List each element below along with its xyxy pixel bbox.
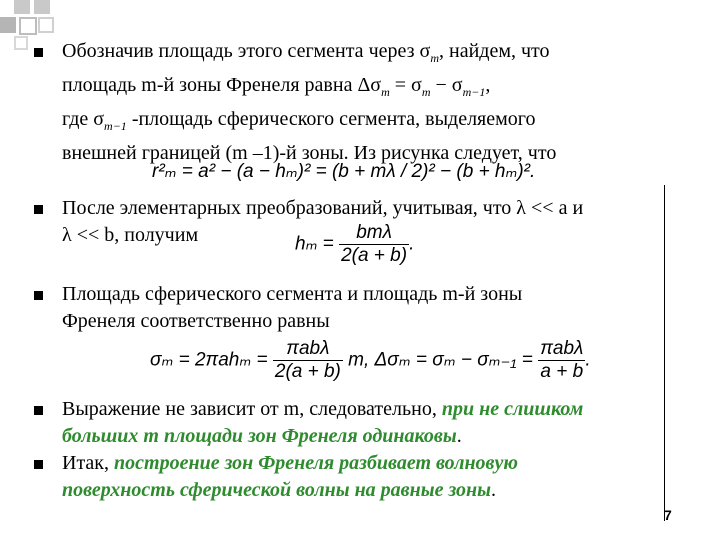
page-number: 7	[664, 507, 672, 523]
bullet-4-text	[62, 396, 702, 450]
deco-square	[14, 0, 30, 14]
bullet-1-text	[62, 38, 702, 167]
bullet-3-line-2: Френеля соответственно равны	[62, 310, 330, 332]
deco-square	[38, 17, 54, 33]
bullet-5-line-1: Итак, построение зон Френеля разбивает волновую	[62, 452, 518, 474]
bullet-2-line-1: После элементарных преобразований, учитывая, что λ << a и	[62, 197, 584, 219]
formula-segment-height: hₘ = $\frac{\text{bmλ}}{2(a + b)}$ .	[295, 222, 415, 266]
deco-square	[14, 36, 28, 50]
bullet-1-marker	[34, 48, 43, 57]
bullet-5-marker	[34, 460, 43, 469]
formula-zone-radius: r²ₘ = a² − (a − hₘ)² = (b + mλ / 2)² − (b + hₘ)².	[152, 161, 536, 182]
deco-square	[0, 17, 16, 33]
bullet-4-marker	[34, 406, 43, 415]
bullet-1-line-4: внешней границей (m –1)-й зоны. Из рисунка следует, что	[62, 142, 557, 164]
fraction: $\frac{\text{bmλ}}{2(a + b)}$	[341, 222, 408, 266]
bullet-2-line-2: λ << b, получим	[62, 224, 199, 246]
bullet-3-marker	[34, 291, 43, 300]
bullet-3-text	[62, 281, 702, 335]
bullet-4-line-1: Выражение не зависит от m, следовательно, при не слишком	[62, 398, 584, 420]
bullet-4-line-2: больших m площади зон Френеля одинаковы.	[62, 425, 462, 447]
bullet-5-line-2: поверхность сферической волны на равные зоны.	[62, 479, 496, 501]
bullet-1-line-1: Обозначив площадь этого сегмента через $\sigma_m$, найдем, что	[62, 40, 550, 65]
bullet-2-marker	[34, 205, 43, 214]
deco-square	[34, 0, 50, 14]
bullet-3-line-1: Площадь сферического сегмента и площадь m-й зоны	[62, 283, 523, 305]
bullet-5-text	[62, 450, 702, 504]
frame-line	[664, 185, 665, 521]
fraction: $\frac{\text{πabλ}}{a + b}$	[540, 338, 584, 382]
deco-square	[19, 17, 37, 35]
bullet-1-line-3: где $\sigma_{m-1}$ -площадь сферического сегмента, выделяемого	[62, 108, 536, 133]
formula-zone-area: σₘ = 2πahₘ = $\frac{\text{πabλ}}{2(a + b)}$ m, Δσₘ = σₘ − σₘ₋₁ = $\frac{\text{πabλ}}{a + b}$ .	[150, 338, 591, 382]
fraction: $\frac{\text{πabλ}}{2(a + b)}$	[274, 338, 341, 382]
bullet-1-line-2: площадь m-й зоны Френеля равна $\Delta\sigma_m = \sigma_m - \sigma_{m-1}$,	[62, 74, 491, 99]
